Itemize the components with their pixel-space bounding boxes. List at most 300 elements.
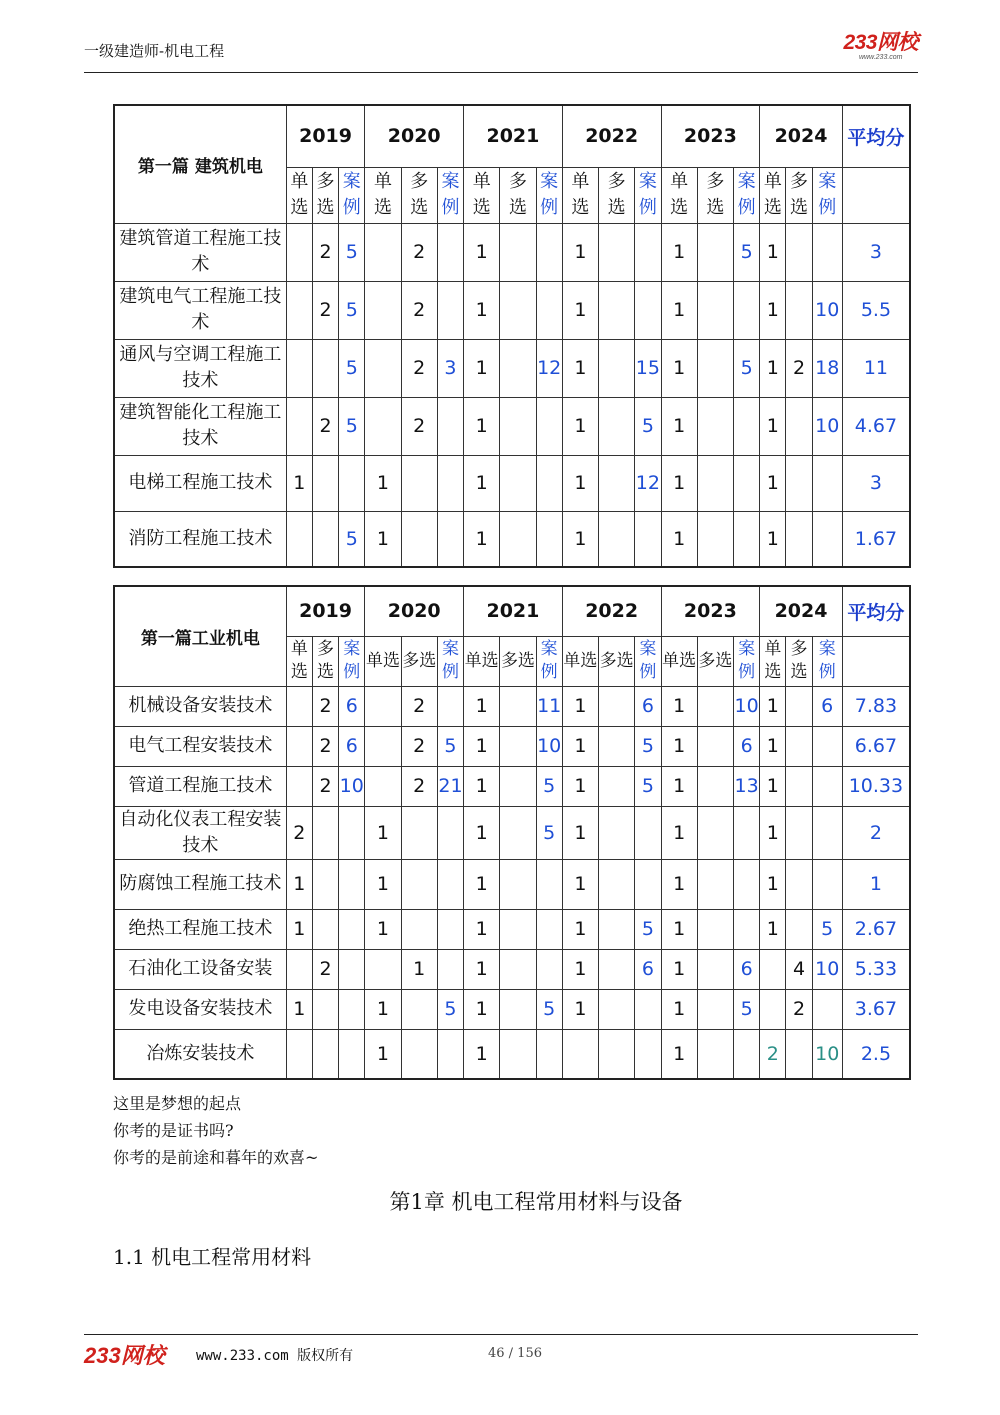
year-header: 2023: [661, 105, 760, 167]
score-cell: 21: [437, 766, 463, 806]
score-cell: 2: [286, 806, 312, 859]
score-cell: [812, 223, 842, 281]
table-row: [114, 1029, 910, 1079]
score-cell: [812, 989, 842, 1029]
score-cell: [437, 1029, 463, 1079]
topic-cell: 建筑管道工程施工技术: [114, 223, 286, 281]
score-cell: [697, 726, 733, 766]
question-type-header: 案例: [437, 167, 463, 223]
score-cell: 1: [365, 909, 401, 949]
score-cell: [437, 223, 463, 281]
score-cell: [697, 281, 733, 339]
score-cell: 2: [312, 766, 338, 806]
question-type-header: 单选: [365, 636, 401, 686]
score-cell: [312, 511, 338, 567]
score-cell: 1: [760, 455, 786, 511]
score-cell: [286, 766, 312, 806]
score-cell: 1: [661, 223, 697, 281]
score-cell: [500, 223, 536, 281]
score-cell: [365, 949, 401, 989]
score-cell: 5: [635, 766, 661, 806]
table-row: [114, 397, 910, 455]
score-cell: [536, 223, 562, 281]
score-cell: [286, 726, 312, 766]
score-cell: [401, 859, 437, 909]
score-cell: 1: [661, 511, 697, 567]
average-cell: 3.67: [842, 989, 910, 1029]
table-row: [114, 223, 910, 281]
score-cell: 1: [562, 281, 598, 339]
question-type-header: 单选: [760, 636, 786, 686]
blank-cell: [842, 636, 910, 686]
score-cell: [312, 989, 338, 1029]
score-cell: 1: [562, 397, 598, 455]
question-type-header: 单选: [562, 636, 598, 686]
score-cell: [339, 1029, 365, 1079]
score-cell: [286, 686, 312, 726]
score-cell: [500, 909, 536, 949]
score-cell: [786, 1029, 812, 1079]
average-header: 平均分: [842, 586, 910, 636]
page-header: [84, 32, 918, 73]
score-cell: 10: [734, 686, 760, 726]
score-cell: [401, 511, 437, 567]
score-cell: [599, 1029, 635, 1079]
table-row: [114, 806, 910, 859]
score-cell: [286, 1029, 312, 1079]
score-cell: 1: [562, 859, 598, 909]
score-cell: [786, 455, 812, 511]
score-cell: 5: [437, 989, 463, 1029]
question-type-header: 案例: [734, 636, 760, 686]
question-type-header: 案例: [812, 636, 842, 686]
question-type-header: 多选: [312, 636, 338, 686]
score-cell: 5: [339, 223, 365, 281]
section-title: 第一篇 建筑机电: [114, 105, 286, 223]
score-cell: [437, 397, 463, 455]
score-cell: [339, 455, 365, 511]
topic-cell: 建筑电气工程施工技术: [114, 281, 286, 339]
score-cell: 10: [812, 397, 842, 455]
table-row: [114, 909, 910, 949]
note-line: 你考的是前途和暮年的欢喜~: [113, 1148, 319, 1167]
score-cell: 5: [536, 989, 562, 1029]
score-cell: [599, 726, 635, 766]
score-cell: 1: [760, 686, 786, 726]
score-cell: 5: [536, 766, 562, 806]
score-cell: [437, 511, 463, 567]
question-type-header: 单选: [562, 167, 598, 223]
score-cell: 1: [760, 766, 786, 806]
score-cell: 5: [734, 223, 760, 281]
average-cell: 5.5: [842, 281, 910, 339]
score-cell: [536, 511, 562, 567]
copyright-text: www.233.com 版权所有: [196, 1348, 354, 1364]
year-header: 2021: [464, 586, 563, 636]
average-cell: 3: [842, 455, 910, 511]
year-header: 2022: [562, 105, 661, 167]
logo-url: www.233.com: [858, 54, 903, 61]
score-cell: [500, 686, 536, 726]
score-cell: [437, 909, 463, 949]
score-cell: [697, 223, 733, 281]
score-cell: [697, 989, 733, 1029]
score-cell: 5: [339, 281, 365, 339]
year-header: 2024: [760, 586, 843, 636]
score-cell: 6: [635, 949, 661, 989]
score-cell: [339, 949, 365, 989]
topic-cell: 建筑智能化工程施工技术: [114, 397, 286, 455]
score-cell: [734, 511, 760, 567]
year-header: 2022: [562, 586, 661, 636]
score-cell: [536, 397, 562, 455]
score-cell: 1: [760, 806, 786, 859]
question-type-header: 单选: [464, 636, 500, 686]
score-cell: [734, 909, 760, 949]
score-cell: 1: [464, 859, 500, 909]
score-cell: 1: [286, 989, 312, 1029]
score-cell: 1: [464, 455, 500, 511]
question-type-header: 单选: [286, 636, 312, 686]
score-cell: 2: [401, 281, 437, 339]
logo-text: 233网校: [843, 31, 918, 54]
score-cell: [635, 511, 661, 567]
score-cell: [536, 909, 562, 949]
average-cell: 7.83: [842, 686, 910, 726]
score-cell: 2: [786, 339, 812, 397]
topic-cell: 通风与空调工程施工技术: [114, 339, 286, 397]
score-cell: [599, 949, 635, 989]
average-cell: 3: [842, 223, 910, 281]
score-cell: 1: [464, 949, 500, 989]
score-cell: 1: [562, 806, 598, 859]
average-cell: 2: [842, 806, 910, 859]
score-cell: 2: [760, 1029, 786, 1079]
score-cell: 1: [661, 949, 697, 989]
score-cell: 1: [464, 909, 500, 949]
score-cell: [500, 806, 536, 859]
average-cell: 11: [842, 339, 910, 397]
score-cell: 1: [661, 806, 697, 859]
score-cell: [536, 1029, 562, 1079]
year-header: 2023: [661, 586, 760, 636]
table-row: [114, 281, 910, 339]
table-row: [114, 511, 910, 567]
note-line: 你考的是证书吗?: [113, 1121, 234, 1140]
score-cell: [599, 339, 635, 397]
score-cell: [697, 859, 733, 909]
score-cell: [312, 806, 338, 859]
score-cell: [697, 949, 733, 989]
score-cell: [635, 806, 661, 859]
score-cell: [635, 859, 661, 909]
score-cell: [365, 726, 401, 766]
score-cell: 1: [464, 339, 500, 397]
score-cell: 1: [562, 511, 598, 567]
score-cell: [599, 909, 635, 949]
score-cell: [401, 1029, 437, 1079]
score-cell: 1: [661, 859, 697, 909]
question-type-header: 案例: [734, 167, 760, 223]
score-cell: 1: [365, 806, 401, 859]
score-cell: [500, 989, 536, 1029]
average-cell: 2.67: [842, 909, 910, 949]
score-cell: [500, 281, 536, 339]
score-cell: [500, 339, 536, 397]
score-cell: 1: [464, 511, 500, 567]
average-cell: 10.33: [842, 766, 910, 806]
score-cell: [312, 455, 338, 511]
document-title: 一级建造师-机电工程: [84, 42, 225, 60]
average-header: 平均分: [842, 105, 910, 167]
score-cell: 5: [536, 806, 562, 859]
score-cell: 1: [661, 726, 697, 766]
score-cell: 2: [786, 989, 812, 1029]
score-cell: 2: [401, 726, 437, 766]
score-cell: [786, 806, 812, 859]
score-cell: [697, 766, 733, 806]
question-type-header: 多选: [697, 636, 733, 686]
score-cell: 13: [734, 766, 760, 806]
score-cell: 1: [661, 766, 697, 806]
score-cell: 10: [536, 726, 562, 766]
score-cell: 1: [464, 766, 500, 806]
score-cell: [312, 859, 338, 909]
score-cell: [697, 909, 733, 949]
question-type-header: 案例: [635, 167, 661, 223]
score-cell: [734, 806, 760, 859]
score-cell: 18: [812, 339, 842, 397]
topic-cell: 发电设备安装技术: [114, 989, 286, 1029]
score-cell: 2: [401, 686, 437, 726]
score-cell: 1: [760, 281, 786, 339]
score-cell: [312, 1029, 338, 1079]
footer-logo: 233网校: [84, 1343, 165, 1368]
score-cell: 1: [760, 397, 786, 455]
score-cell: 1: [760, 859, 786, 909]
table-row: [114, 989, 910, 1029]
score-cell: [635, 989, 661, 1029]
score-cell: [536, 455, 562, 511]
page-footer: [84, 1334, 918, 1375]
score-cell: 12: [635, 455, 661, 511]
score-cell: [437, 949, 463, 989]
table-row: [114, 339, 910, 397]
score-cell: [599, 397, 635, 455]
score-cell: [536, 949, 562, 989]
score-cell: 1: [464, 397, 500, 455]
score-cell: 5: [339, 511, 365, 567]
score-cell: [365, 339, 401, 397]
score-cell: [697, 806, 733, 859]
question-type-header: 单选: [365, 167, 401, 223]
topic-cell: 消防工程施工技术: [114, 511, 286, 567]
question-type-header: 单选: [661, 167, 697, 223]
score-cell: 5: [635, 397, 661, 455]
score-cell: 1: [760, 339, 786, 397]
score-cell: 1: [562, 989, 598, 1029]
average-cell: 6.67: [842, 726, 910, 766]
score-cell: 5: [339, 397, 365, 455]
score-cell: [760, 989, 786, 1029]
score-cell: 1: [464, 281, 500, 339]
score-cell: [437, 281, 463, 339]
score-cell: 5: [437, 726, 463, 766]
score-cell: 1: [286, 455, 312, 511]
score-cell: [599, 511, 635, 567]
score-cell: [339, 989, 365, 1029]
score-cell: 11: [536, 686, 562, 726]
score-cell: 1: [562, 726, 598, 766]
page-number: 46 / 156: [488, 1346, 542, 1361]
score-cell: [812, 766, 842, 806]
score-cell: [286, 339, 312, 397]
score-cell: 2: [401, 223, 437, 281]
table-row: [114, 766, 910, 806]
score-cell: 1: [562, 909, 598, 949]
question-type-header: 单选: [760, 167, 786, 223]
score-cell: 1: [365, 1029, 401, 1079]
question-type-header: 多选: [401, 636, 437, 686]
score-cell: 1: [760, 909, 786, 949]
question-type-header: 多选: [786, 167, 812, 223]
average-cell: 1: [842, 859, 910, 909]
score-cell: [599, 859, 635, 909]
score-cell: 6: [635, 686, 661, 726]
score-cell: [500, 511, 536, 567]
score-cell: [697, 511, 733, 567]
score-cell: 2: [401, 766, 437, 806]
score-cell: 2: [312, 949, 338, 989]
score-cell: [697, 455, 733, 511]
score-cell: [786, 726, 812, 766]
score-cell: [786, 511, 812, 567]
score-cell: [786, 909, 812, 949]
score-cell: 1: [661, 455, 697, 511]
score-cell: [812, 806, 842, 859]
score-cell: 1: [760, 511, 786, 567]
header-row: [114, 105, 910, 167]
score-cell: 1: [464, 1029, 500, 1079]
score-cell: 1: [661, 686, 697, 726]
score-cell: 15: [635, 339, 661, 397]
score-cell: 1: [562, 223, 598, 281]
table-row: [114, 859, 910, 909]
score-cell: [786, 686, 812, 726]
score-cell: 5: [734, 339, 760, 397]
score-cell: 4: [786, 949, 812, 989]
score-cell: [599, 806, 635, 859]
score-cell: [500, 859, 536, 909]
score-cell: [812, 511, 842, 567]
score-cell: [339, 859, 365, 909]
score-cell: 1: [365, 859, 401, 909]
average-cell: 1.67: [842, 511, 910, 567]
question-type-header: 案例: [339, 167, 365, 223]
score-cell: [365, 686, 401, 726]
question-type-header: 多选: [599, 636, 635, 686]
table-row: [114, 949, 910, 989]
score-cell: 2: [312, 686, 338, 726]
score-cell: [437, 455, 463, 511]
score-cell: 1: [661, 339, 697, 397]
score-cell: [500, 455, 536, 511]
question-type-header: 案例: [437, 636, 463, 686]
score-cell: 2: [312, 281, 338, 339]
table-row: [114, 726, 910, 766]
question-type-header: 案例: [536, 167, 562, 223]
score-cell: 6: [734, 949, 760, 989]
table-row: [114, 455, 910, 511]
score-cell: [500, 766, 536, 806]
year-header: 2024: [760, 105, 843, 167]
score-cell: [812, 455, 842, 511]
score-cell: [365, 397, 401, 455]
table-row: [114, 686, 910, 726]
score-cell: 1: [365, 989, 401, 1029]
score-cell: [365, 223, 401, 281]
score-cell: [786, 223, 812, 281]
score-cell: [286, 281, 312, 339]
score-cell: [401, 909, 437, 949]
question-type-header: 单选: [464, 167, 500, 223]
score-cell: 6: [734, 726, 760, 766]
score-cell: [786, 281, 812, 339]
question-type-header: 多选: [500, 636, 536, 686]
question-type-header: 多选: [312, 167, 338, 223]
score-cell: 1: [286, 859, 312, 909]
score-cell: [312, 339, 338, 397]
score-cell: 2: [312, 726, 338, 766]
topic-cell: 管道工程施工技术: [114, 766, 286, 806]
question-type-header: 多选: [786, 636, 812, 686]
score-cell: 1: [562, 339, 598, 397]
score-cell: [312, 909, 338, 949]
score-cell: [437, 806, 463, 859]
score-cell: 10: [812, 281, 842, 339]
score-cell: 2: [401, 339, 437, 397]
average-cell: 4.67: [842, 397, 910, 455]
score-cell: [734, 1029, 760, 1079]
score-cell: [401, 455, 437, 511]
score-cell: [734, 859, 760, 909]
score-cell: 1: [760, 223, 786, 281]
score-cell: [500, 1029, 536, 1079]
score-cell: [562, 1029, 598, 1079]
section-heading: 1.1 机电工程常用材料: [113, 1245, 312, 1269]
score-cell: 5: [635, 909, 661, 949]
score-cell: [734, 455, 760, 511]
score-cell: [786, 859, 812, 909]
score-cell: 2: [312, 223, 338, 281]
industrial-mep-score-table: [113, 585, 911, 1080]
score-cell: 12: [536, 339, 562, 397]
score-cell: [401, 989, 437, 1029]
score-cell: [734, 281, 760, 339]
score-cell: [286, 397, 312, 455]
question-type-header: 案例: [635, 636, 661, 686]
score-cell: [635, 1029, 661, 1079]
topic-cell: 石油化工设备安装: [114, 949, 286, 989]
score-cell: [536, 281, 562, 339]
score-cell: 6: [339, 726, 365, 766]
score-cell: 1: [464, 806, 500, 859]
note-line: 这里是梦想的起点: [113, 1094, 242, 1113]
score-cell: 5: [339, 339, 365, 397]
score-cell: [697, 686, 733, 726]
score-cell: [339, 909, 365, 949]
building-mep-score-table: [113, 104, 911, 568]
